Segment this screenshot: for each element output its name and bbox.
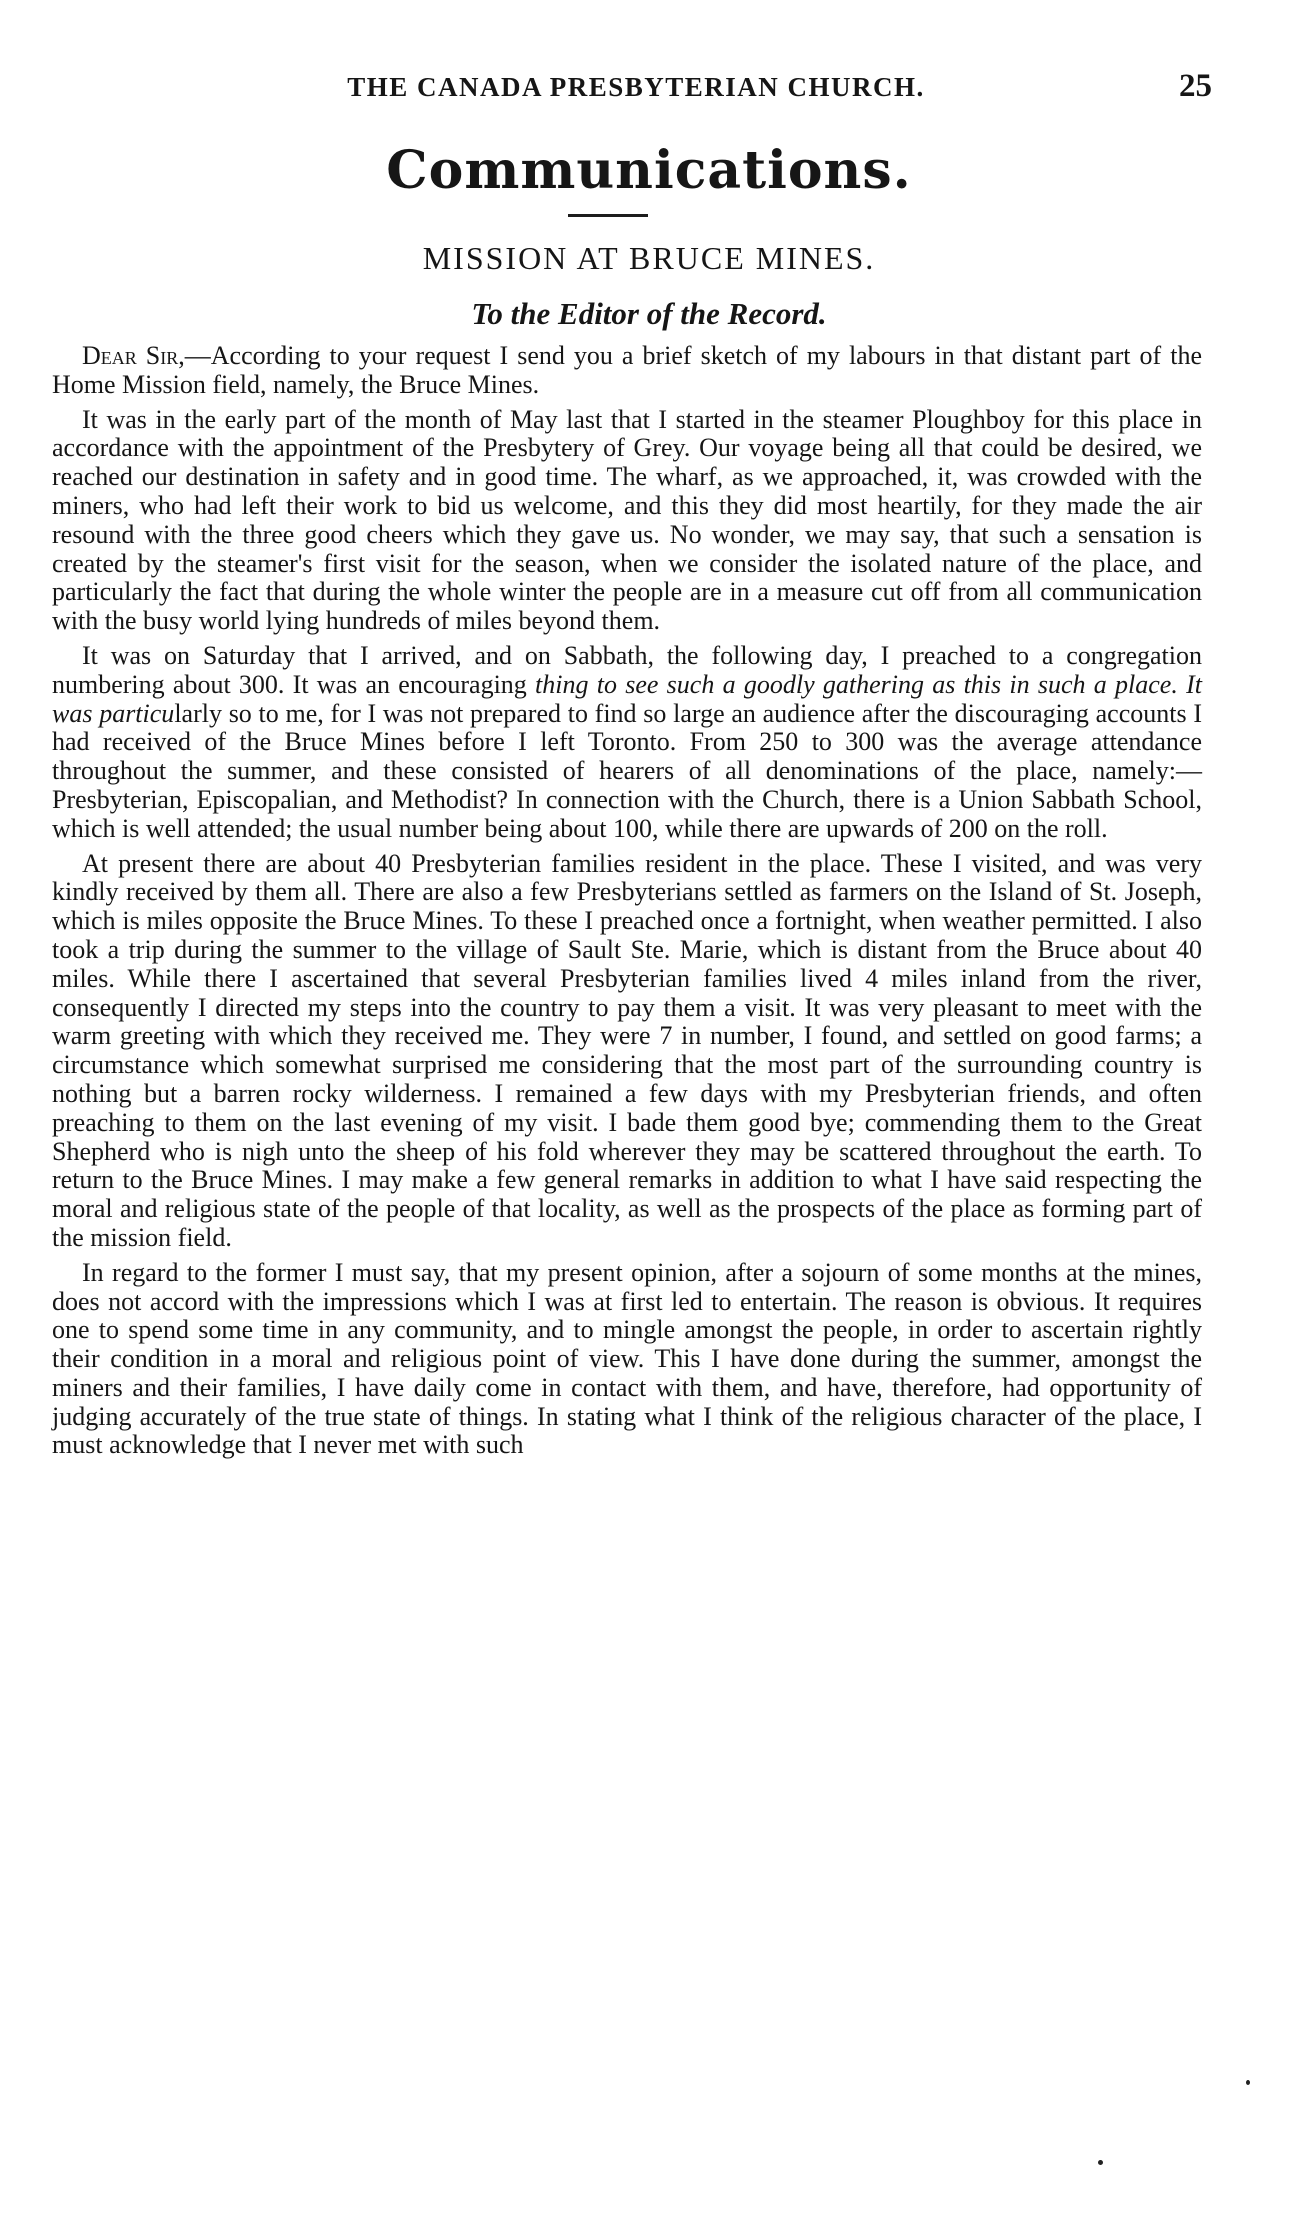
article-title: MISSION AT BRUCE MINES.	[422, 240, 876, 276]
salutation: Dear Sir,	[82, 341, 185, 370]
running-title: THE CANADA PRESBYTERIAN CHURCH.	[347, 72, 925, 102]
paragraph-3-text-a: It was on Saturday that I arrived, and on Sabbath, the following day, I preached to a congregation numbering about 300. It was an encouraging	[52, 640, 1202, 699]
page-number: 25	[1179, 68, 1212, 104]
addressee-line: To the Editor of the Record.	[471, 296, 827, 331]
print-speck	[1246, 2080, 1250, 2085]
paragraph-3-italic-text: thing to see such a goodly gathering as this in such a place. It was particu	[52, 669, 1202, 728]
heading-divider	[568, 214, 648, 217]
paragraph-4: At present there are about 40 Presbyterian families resident in the place. These I visited, and was very kindly received by them all. There are also a few Presbyterians settled as farmers on the Island of St. Joseph, which is miles opposite the Bruce Mines. To these I preached once a fortnight, when weather permitted. I also took a trip during the summer to the village of Sault Ste. Marie, which is distant from the Bruce about 40 miles. While there I ascertained that several Presbyterian families lived 4 miles inland from the river, consequently I directed my steps into the country to pay them a visit. It was very pleasant to meet with the warm greeting with which they received me. They were 7 in number, I found, and settled on good farms; a circumstance which somewhat surprised me considering that the most part of the surrounding country is nothing but a barren rocky wilderness. I remained a few days with my Presbyterian friends, and often preaching to them on the last evening of my visit. I bade them good bye; commending them to the Great Shepherd who is nigh unto the sheep of his fold wherever they may be scattered throughout the earth. To return to the Bruce Mines. I may make a few general remarks in addition to what I have said respecting the moral and religious state of the people of that locality, as well as the prospects of the place as forming part of the mission field.	[52, 848, 1202, 1252]
paragraph-5: In regard to the former I must say, that my present opinion, after a sojourn of some months at the mines, does not accord with the impressions which I was at first led to entertain. The reason is obvious. It requires one to spend some time in any community, and to mingle amongst the people, in order to ascertain rightly their condition in a moral and religious point of view. This I have done during the summer, amongst the miners and their families, I have daily come in contact with them, and have, therefore, had opportunity of judging accurately of the true state of things. In stating what I think of the religious character of the place, I must acknowledge that I never met with such	[52, 1257, 1202, 1460]
paragraph-1	[52, 342, 1202, 400]
paragraph-3	[52, 642, 1202, 844]
article-body	[52, 342, 1202, 1466]
paragraph-1-text: —According to your request I send you a brief sketch of my labours in that distant part of the Home Mission field, namely, the Bruce Mines.	[52, 341, 1202, 399]
page-header	[60, 68, 1212, 112]
paragraph-3-text-c: larly so to me, for I was not prepared to find so large an audience after the discouraging accounts I had received of the Bruce Mines before I left Toronto. From 250 to 300 was the average attendance throughout the summer, and these consisted of hearers of all denominations of the place, namely:—Presbyterian, Episcopalian, and Methodist? In connection with the Church, there is a Union Sabbath School, which is well attended; the usual number being about 100, while there are upwards of 200 on the roll.	[52, 698, 1202, 843]
section-heading: Communications.	[386, 140, 912, 201]
paragraph-2: It was in the early part of the month of May last that I started in the steamer Ploughboy for this place in accordance with the appointment of the Presbytery of Grey. Our voyage being all that could be desired, we reached our destination in safety and in good time. The wharf, as we approached, it, was crowded with the miners, who had left their work to bid us welcome, and this they did most heartily, for they made the air resound with the three good cheers which they gave us. No wonder, we may say, that such a sensation is created by the steamer's first visit for the season, when we consider the isolated nature of the place, and particularly the fact that during the whole winter the people are in a measure cut off from all communication with the busy world lying hundreds of miles beyond them.	[52, 404, 1202, 636]
print-speck	[1098, 2160, 1103, 2165]
